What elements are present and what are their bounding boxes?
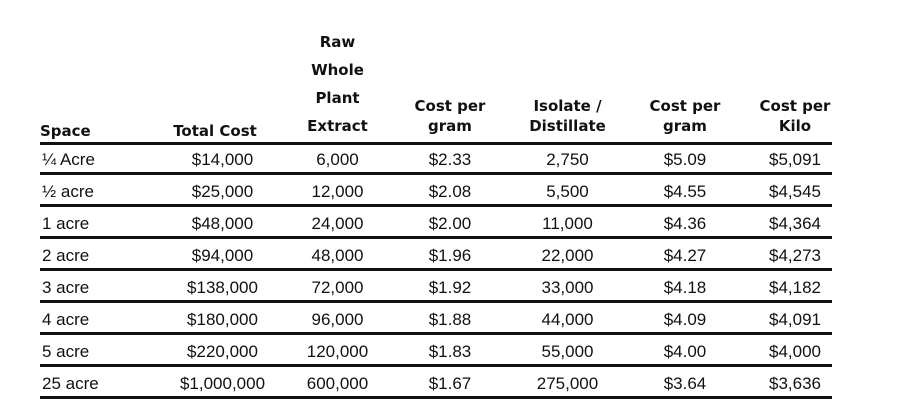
cell-raw: 72,000: [311, 278, 364, 297]
header-cpg1-line2: gram: [428, 117, 472, 135]
header-raw-line3: Plant: [315, 89, 360, 107]
cell-cpg2: $4.55: [663, 182, 707, 201]
cell-cpk: $3,636: [769, 374, 821, 393]
cell-total-cost: $138,000: [187, 278, 258, 297]
table-row: [40, 273, 832, 303]
cell-raw: 48,000: [311, 246, 364, 265]
header-raw-line1: Raw: [319, 33, 356, 51]
cell-raw: 6,000: [316, 150, 359, 169]
cell-isolate: 22,000: [541, 246, 594, 265]
cell-isolate: 44,000: [541, 310, 594, 329]
cell-cpg2: $4.18: [663, 278, 707, 297]
cell-total-cost: $25,000: [191, 182, 254, 201]
cell-space: 4 acre: [42, 310, 90, 329]
cell-cpg1: $1.67: [428, 374, 472, 393]
header-cpk-line1: Cost per: [759, 97, 831, 115]
cell-cpg1: $2.33: [428, 150, 472, 169]
cell-raw: 12,000: [311, 182, 364, 201]
cell-cpk: $4,364: [769, 214, 821, 233]
header-raw-line4: Extract: [307, 117, 368, 135]
header-rule: [40, 115, 832, 145]
cell-cpk: $4,091: [769, 310, 821, 329]
cell-isolate: 11,000: [542, 214, 593, 233]
cell-isolate: 2,750: [546, 150, 589, 169]
cell-raw: 24,000: [311, 214, 364, 233]
table-row: [40, 177, 832, 207]
cell-cpg1: $1.96: [428, 246, 472, 265]
cell-total-cost: $180,000: [187, 310, 258, 329]
cell-total-cost: $14,000: [191, 150, 254, 169]
header-cpg2-line2: gram: [663, 117, 707, 135]
cell-total-cost: $1,000,000: [179, 374, 266, 393]
cell-cpg1: $1.88: [428, 310, 472, 329]
cell-cpk: $5,091: [769, 150, 821, 169]
cell-raw: 120,000: [306, 342, 369, 361]
cell-cpg1: $1.92: [428, 278, 472, 297]
header-total-cost-label: Total Cost: [173, 122, 257, 140]
cell-space: ¼ Acre: [42, 150, 95, 169]
header-isolate-line2: Distillate: [529, 117, 606, 135]
cell-cpg1: $2.00: [428, 214, 472, 233]
header-cpg2-line1: Cost per: [649, 97, 721, 115]
cell-space: 5 acre: [42, 342, 90, 361]
header-space-label: Space: [40, 122, 91, 140]
cell-cpg2: $4.00: [663, 342, 707, 361]
cell-space: 2 acre: [42, 246, 90, 265]
cell-space: ½ acre: [42, 182, 94, 201]
cell-cpg2: $5.09: [663, 150, 707, 169]
table-row: [40, 145, 832, 175]
cell-cpg2: $4.27: [663, 246, 707, 265]
cell-isolate: 275,000: [536, 374, 599, 393]
cell-cpg2: $4.09: [663, 310, 707, 329]
header-cpk-line2: Kilo: [778, 117, 812, 135]
table-row: [40, 209, 832, 239]
table-row: [40, 369, 832, 399]
header-isolate-line1: Isolate /: [533, 97, 602, 115]
cell-cpg1: $2.08: [428, 182, 472, 201]
cell-cpg2: $4.36: [663, 214, 707, 233]
cell-raw: 96,000: [311, 310, 364, 329]
table-row: [40, 337, 832, 367]
cell-cpk: $4,000: [769, 342, 821, 361]
cell-raw: 600,000: [306, 374, 369, 393]
table-row: [40, 241, 832, 271]
cell-cpk: $4,182: [769, 278, 821, 297]
cell-isolate: 33,000: [541, 278, 594, 297]
cell-total-cost: $94,000: [191, 246, 254, 265]
header-raw-line2: Whole: [311, 61, 364, 79]
cell-space: 1 acre: [42, 214, 90, 233]
cell-isolate: 5,500: [546, 182, 589, 201]
cell-cpg1: $1.83: [428, 342, 472, 361]
cell-space: 25 acre: [42, 374, 99, 393]
table-row: [40, 305, 832, 335]
cell-space: 3 acre: [42, 278, 90, 297]
cell-cpk: $4,273: [769, 246, 821, 265]
cell-total-cost: $220,000: [187, 342, 258, 361]
cell-total-cost: $48,000: [191, 214, 254, 233]
cell-isolate: 55,000: [541, 342, 594, 361]
cell-cpg2: $3.64: [663, 374, 707, 393]
header-cpg1-line1: Cost per: [414, 97, 486, 115]
cell-cpk: $4,545: [769, 182, 821, 201]
